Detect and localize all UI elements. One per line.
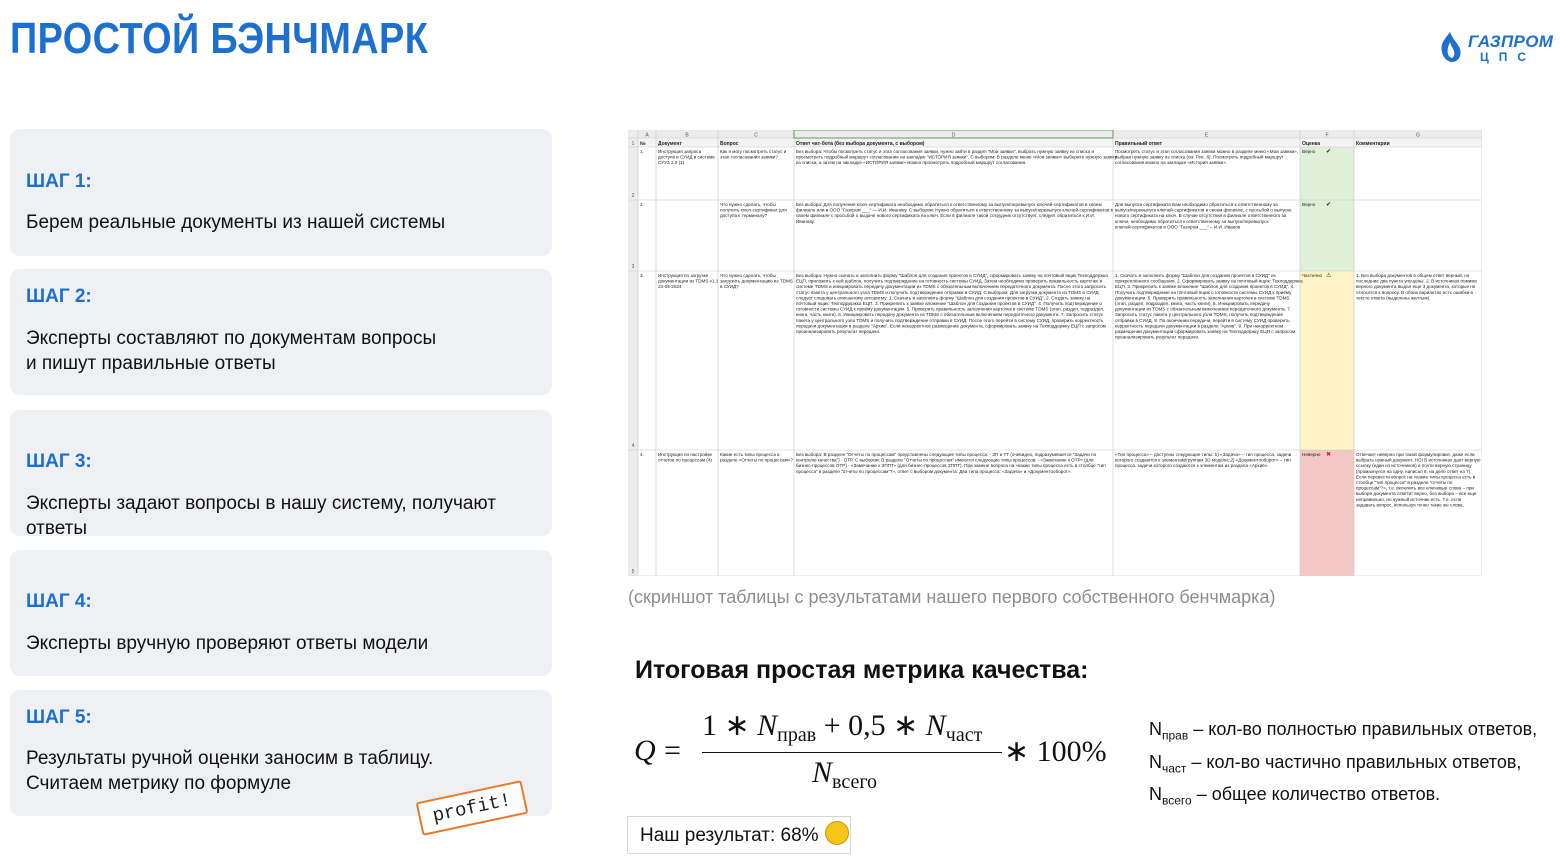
sheet-cell-number: 2. — [640, 202, 644, 207]
sheet-column-letter: B — [685, 132, 689, 139]
sheet-cell-correct: отправки в СУИД. 8. По окончании передачи, перейти в систему СУИД проверить — [1115, 317, 1290, 323]
sheet-cell-correct: ключей-сертификатов в ООО "Газпром ___" – И.И. Иванов — [1115, 224, 1241, 230]
sheet-cell-answer: передачи документации в разделе "Архив". Если некорректное размещение документа, сформировать заявку на Техподдержку ЕЦП с запросом — [796, 323, 1106, 329]
sheet-grade-fill — [1300, 450, 1354, 576]
sheet-header-cell: Вопрос — [720, 141, 739, 147]
sheet-cell-grade: Неверно — [1302, 452, 1321, 457]
logo-name: ГАЗПРОМ — [1468, 32, 1554, 51]
sheet-cell-answer: готовности системы СУИД к приёму документации. 5. Проверить правильность заполнения карточек в системе TDMS (этап, раздел, подраздел, — [796, 306, 1105, 312]
sheet-cell-question: этап согласования заявки? — [720, 154, 778, 160]
sheet-cell-comment: выбрать нужный документ. НО! В источниках дает верную — [1356, 457, 1481, 463]
sheet-header-cell: № — [640, 141, 646, 147]
profit-stamp: profit! — [416, 780, 529, 836]
sheet-cell-correct: 1. Скачать и заполнить форму "Шаблон для создания проектов в СУИД" из — [1115, 273, 1276, 278]
results-spreadsheet-screenshot — [628, 130, 1482, 576]
sheet-cell-answer: филиале или в ООО "Газпром ___" — И.И. Иванову. С выбором: Нужно обратиться к ответственному за выпуск/перевыпуск ключей-сертификатов в — [796, 207, 1114, 213]
step-card-3 — [10, 410, 552, 539]
formula-sub: всего — [832, 771, 878, 793]
sheet-cell-answer: бизнес-процессов ОТР) - «Замечание к ЗППТ» (для бизнес-процессов ЗППТ). При замене вопроса на «какие типы процесса есть в столбце "тип — [796, 463, 1106, 469]
sheet-column-letter: C — [754, 132, 758, 139]
sheet-cell-comment: Если перевести вопрос на «какие типы процесса есть в — [1356, 474, 1476, 480]
formula-sub: част — [945, 724, 983, 746]
sheet-cell-question: доступа к терминалу? — [720, 213, 768, 219]
legend-item: $N_{прав} - кол-во$ полностью правильных ответов, — [1149, 719, 1538, 743]
sheet-cell-comment: 1. Без выбора документов в общем ответ верный, но — [1356, 273, 1470, 278]
step-title: ШАГ 3: — [26, 451, 92, 472]
sheet-cell-correct: (этап, раздел, подраздел, книга, часть книги). 6. Инициировать передачу — [1115, 301, 1270, 306]
step-title: ШАГ 5: — [26, 707, 92, 728]
formula-q: Q — [634, 734, 656, 767]
legend-item: $N_{част} - кол-во$ частично правильных ответов, — [1149, 751, 1522, 776]
step-text: Эксперты задают вопросы в нашу систему, получают ответы — [26, 493, 496, 539]
step-text: Эксперты вручную проверяют ответы модели — [26, 633, 429, 654]
sheet-cell-grade: Частично — [1302, 273, 1323, 278]
sheet-cell-document: СУУЗ 2.0 (1) — [658, 160, 685, 166]
sheet-cell-correct: ЕЦП. 3. Прикрепить к заявке вложение "Шаблон для создания проектов в СУИД". 4. — [1115, 284, 1295, 290]
legend-item: $N_{всего}$ – общее количество ответов. — [1149, 784, 1441, 808]
sheet-cell-correct: согласования можно на закладке «История заявки». — [1115, 160, 1228, 166]
sheet-cell-comment: неправильно, но нужный источник есть. Т.е. если — [1356, 496, 1462, 502]
sheet-column-letter: A — [645, 132, 649, 139]
sheet-cell-grade: Верно — [1302, 202, 1316, 207]
sheet-cell-correct: размещении документации сформировать заявку на Техподдержку ЕЦП с запросом — [1115, 329, 1296, 334]
sheet-cell-document: отчетов по процессам (4) — [658, 457, 712, 463]
sheet-cell-comment: относятся к вопросу. В обоих вариантах есть ошибки в — [1356, 289, 1473, 295]
sheet-cell-question: Что нужно сделать, чтобы — [720, 202, 776, 207]
sheet-row-number: 2 — [631, 193, 635, 199]
sheet-cell-correct: прикреплённого сообщения. 2. Сформировать заявку на почтовый ящик: Техподдержка — [1115, 278, 1303, 284]
sheet-cell-correct: «Тип процесса» – доступны следующие типы: 1) «Задача» – тип процесса, задачи — [1115, 452, 1292, 457]
sheet-cell-number: 3. — [640, 273, 644, 278]
sheet-cell-question: разделе «Отчеты по процессам»? — [720, 457, 793, 463]
gazprom-flame-icon — [1430, 30, 1470, 64]
sheet-cell-correct: Запросить статус пакета у центрального узла TDMS, получить подтверждение — [1115, 312, 1284, 318]
sheet-header-cell: Комментарии — [1356, 141, 1390, 147]
sheet-cell-document: Инструкция запроса — [658, 149, 702, 154]
sheet-column-letter: F — [1325, 132, 1329, 139]
sheet-cell-correct: Получить подтверждение на почтовый ящик о готовности системы СУИД к приёму — [1115, 289, 1292, 295]
sheet-cell-correct: процесса, задачи которого создаются к элементам из раздела «Архив». — [1115, 463, 1269, 469]
sheet-cell-question: Что нужно сделать, чтобы — [720, 273, 776, 278]
sheet-cell-document: документации из TDMS v1.1 — [658, 278, 719, 284]
sheet-cell-number: 4. — [640, 452, 644, 457]
sheet-cell-document: доступа в СУИД в системе — [658, 154, 715, 160]
step-card-1 — [10, 129, 552, 256]
formula-sub: прав — [777, 724, 817, 746]
sheet-grade-mark-icon: ✔ — [1326, 201, 1332, 208]
sheet-cell-correct: выпуск/перевыпуск ключей-сертификатов в своем филиале, с просьбой о выпуске — [1115, 207, 1292, 213]
sheet-cell-answer: Без выбора: Чтобы посмотреть статус и этап согласования заявки, нужно зайти в раздел "Мои заявки", выбрать нужную заявку из списка и — [796, 149, 1095, 154]
sheet-column-letter: G — [1416, 132, 1420, 139]
formula-plus: + 0,5 ∗ — [823, 709, 919, 742]
sheet-cell-answer: пакета у центрального узла TDMS и получить подтверждение отправки в СУИД. После этого перейти в систему СУИД, проверить корректность — [796, 317, 1104, 323]
sheet-cell-answer: процесса" в разделе "отчеты по процессам"?», ответ с выбором документа: Два типа процесса: «Задача» и «Документооборот». — [796, 468, 1072, 474]
sheet-header-cell: Правильный ответ — [1115, 141, 1163, 147]
step-text: Результаты ручной оценки заносим в таблицу. — [26, 748, 434, 769]
sheet-cell-correct: Для выпуска сертификата Вам необходимо обратиться к ответственному за — [1115, 202, 1278, 207]
sheet-cell-answer: следует следовать описанному алгоритму: 1. Скачать и заполнить форму "Шаблон для создания проектов в СУИД". 2. Создать заявку на — [796, 295, 1091, 301]
page-title: ПРОСТОЙ БЭНЧМАРК — [10, 14, 429, 63]
sheet-cell-question: Какие есть типы процесса в — [720, 452, 780, 457]
sheet-cell-question: получить ключ-сертификат для — [720, 207, 787, 213]
sheet-cell-comment: тексте ответа (выделены желтым). — [1356, 295, 1431, 301]
sheet-header-cell: Оценка — [1302, 141, 1321, 147]
sheet-cell-comment: ссылку (один из источников) и почти верную страницу — [1356, 463, 1472, 469]
sheet-cell-answer: почтовый ящик: Техподдержка ЕЦП. 3. Прикрепить к заявке вложение "Шаблон для создания проектов в СУИД". 4. Получить подтверждение о — [796, 301, 1102, 306]
sheet-cell-comment: процессам"?», т.е. включить все ключевые слова – при — [1356, 485, 1474, 491]
step-card-4 — [10, 550, 552, 676]
formula-n: N — [757, 709, 778, 742]
step-title: ШАГ 1: — [26, 171, 92, 192]
sheet-cell-correct: выбрав нужную заявку из списка (см. Рис. 8). Посмотреть подробный маршрут — [1115, 154, 1284, 160]
sheet-cell-answer: статус пакета у центрального узла TDMS и получить подтверждение отправки в СУИД. С выбором: Для загрузки документа из TDMS в СУИД — [796, 289, 1099, 295]
sheet-cell-correct: нового сертификата на ключ. В случае отсутствия в филиале ответственного за — [1115, 213, 1287, 219]
logo-subtitle: ЦПС — [1480, 50, 1537, 64]
formula-coef: 1 ∗ — [702, 709, 750, 742]
sheet-cell-grade: Верно — [1302, 149, 1316, 154]
sheet-grade-mark-icon: ✖ — [1326, 451, 1332, 458]
sheet-cell-answer: контролю качества") - ОТР. С выбором: В разделе "Отчеты по процессам" имеются следующие типы процессов: - «Замечание к ОТР» (для — [796, 457, 1094, 463]
sheet-cell-answer: Без выбора: Для получения ключ-сертификата необходимо обратиться к ответственному за выпуск/перевыпуск ключей-сертификатов в своем — [796, 202, 1102, 207]
formula-tail: ∗ 100% — [1004, 735, 1107, 768]
sheet-cell-answer: Без выбора: В разделе "Отчеты по процессам" представлены следующие типы процесса: - ЗП и ТТ (очевидно, подразумевается "Задачи по — [796, 452, 1097, 457]
formula-n: N — [812, 756, 833, 789]
step-text: Эксперты составляют по документам вопросы — [26, 328, 437, 349]
step-title: ШАГ 4: — [26, 591, 92, 612]
step-card-2 — [10, 269, 552, 395]
sheet-cell-comment: верного документа выдал еще 3 документа, которые не — [1356, 284, 1476, 290]
step-title: ШАГ 2: — [26, 286, 92, 307]
sheet-cell-correct: Посмотреть статус и этап согласования заявки можно в разделе меню «Мои заявки», — [1115, 149, 1298, 154]
sheet-cell-comment: задавать вопрос, используя точно такие же слова, — [1356, 502, 1464, 508]
sheet-cell-comment: столбце "тип процесса" в разделе "отчеты по — [1356, 480, 1453, 485]
sheet-cell-question: в СУИД? — [720, 284, 739, 290]
sheet-caption: (скриншот таблицы с результатами нашего первого собственного бенчмарка) — [628, 587, 1276, 607]
formula-fraction-line — [702, 752, 1002, 753]
sheet-cell-correct: ключи, необходимо обратиться к ответственному за выпуск/перевыпуск — [1115, 218, 1269, 224]
formula-denominator — [812, 756, 877, 794]
sheet-row-number: 1 — [631, 141, 635, 147]
sheet-cell-answer: своем филиале с просьбой о выдаче нового сертификата на ключ. Если в филиале такой сотрудник отсутствует, следует обратиться к И.И. — [796, 213, 1095, 219]
sheet-cell-correct: проанализировать результат передачи. — [1115, 334, 1200, 340]
sheet-cell-answer: Без выбора: Нужно скачать и заполнить форму "Шаблон для создания проектов в СУИД", сформировать заявку на почтовый ящик Техподдержка — [796, 273, 1108, 278]
sheet-cell-document: 23-05-2024 — [658, 284, 682, 290]
formula-numerator — [702, 708, 982, 747]
sheet-cell-correct: которого создаются к элементам/группам 3D модели; 2) «Документооборот» – тип — [1115, 457, 1291, 463]
sheet-grade-mark-icon: ⚠ — [1326, 272, 1332, 279]
sheet-grade-mark-icon: ✔ — [1326, 148, 1332, 155]
sheet-cell-number: 1. — [640, 149, 644, 154]
result-label: Наш результат: 68% — [640, 825, 819, 846]
sheet-cell-question: загрузить документацию из TDMS — [720, 278, 793, 284]
sheet-cell-question: Как я могу посмотреть статус и — [720, 149, 787, 154]
sheet-cell-answer: Иванову. — [796, 218, 815, 224]
sheet-grade-fill — [1300, 200, 1354, 271]
sheet-row-number: 3 — [631, 264, 635, 270]
sheet-cell-comment: последние два пункта упущены. 2. В источниках помимо — [1356, 278, 1478, 284]
formula-legend — [1149, 716, 1537, 814]
sheet-cell-correct: документации из TDMS с обязательным включением передаточного документа. 7. — [1115, 306, 1292, 312]
sheet-cell-comment: выборе документа ответит верно, без выбора – все еще — [1356, 491, 1477, 497]
sheet-cell-answer: системе TDMS и инициировать передачу документации из TDMS с обязательным включением передаточного документа. После этого запросить — [796, 284, 1107, 290]
sheet-row-number: 4 — [631, 443, 635, 449]
sheet-cell-comment: (промахнулся на одну, написал 6, на деле ответ на 7). — [1356, 468, 1472, 474]
sheet-cell-document: Инструкция по настройке — [658, 452, 713, 457]
sheet-cell-answer: ЕЦП, приложить к ней шаблон, получить подтверждение на готовность системы СУИД. Затем необходимо проверить правильность карточек в — [796, 278, 1103, 284]
formula-equals: = — [664, 734, 681, 767]
sheet-grade-fill — [1300, 271, 1354, 450]
sheet-cell-correct: документации. 5. Проверить правильность заполнения карточек в системе TDMS — [1115, 295, 1290, 301]
sweat-smile-emoji-icon — [825, 821, 849, 845]
gazprom-logo — [1430, 30, 1554, 64]
sheet-column-letter: D — [951, 132, 956, 139]
sheet-header-cell: Документ — [658, 141, 682, 147]
step-text: Берем реальные документы из нашей системы — [26, 212, 446, 233]
formula-n: N — [925, 709, 946, 742]
sheet-cell-answer: просмотреть подробный маршрут согласования на закладке "ИСТОРИЯ заявки". С выбором: В разделе меню «Мои заявки» выберите нужную заявку — [796, 154, 1117, 160]
sheet-cell-answer: проанализировать результат передачи. — [796, 329, 881, 334]
step-text: и пишут правильные ответы — [26, 353, 276, 374]
sheet-column-letter: E — [1204, 132, 1209, 139]
sheet-cell-answer: книга, часть книги). 6. Инициировать передачу документа из TDMS с обязательным включением передаточного документа. 7. Запросить статус — [796, 312, 1104, 318]
result-box — [627, 816, 851, 854]
step-text: Считаем метрику по формуле — [26, 773, 292, 794]
sheet-cell-document: Инструкция по загрузке — [658, 273, 709, 278]
metric-title: Итоговая простая метрика качества: — [635, 656, 1089, 684]
sheet-header-cell: Ответ чат-бота (без выбора документа, с выбором) — [796, 141, 925, 147]
sheet-cell-answer: из списка, а затем на закладке «ИСТОРИЯ заявки» можно просмотреть подробный маршрут согласования. — [796, 160, 1027, 166]
sheet-cell-correct: корректность передачи документации в разделе "Архив". 9. При некорректном — [1115, 323, 1284, 329]
sheet-cell-comment: Отвечает неверно при такой формулировке, даже если — [1356, 452, 1475, 457]
quality-formula — [632, 706, 1112, 806]
sheet-row-number: 5 — [631, 569, 635, 575]
